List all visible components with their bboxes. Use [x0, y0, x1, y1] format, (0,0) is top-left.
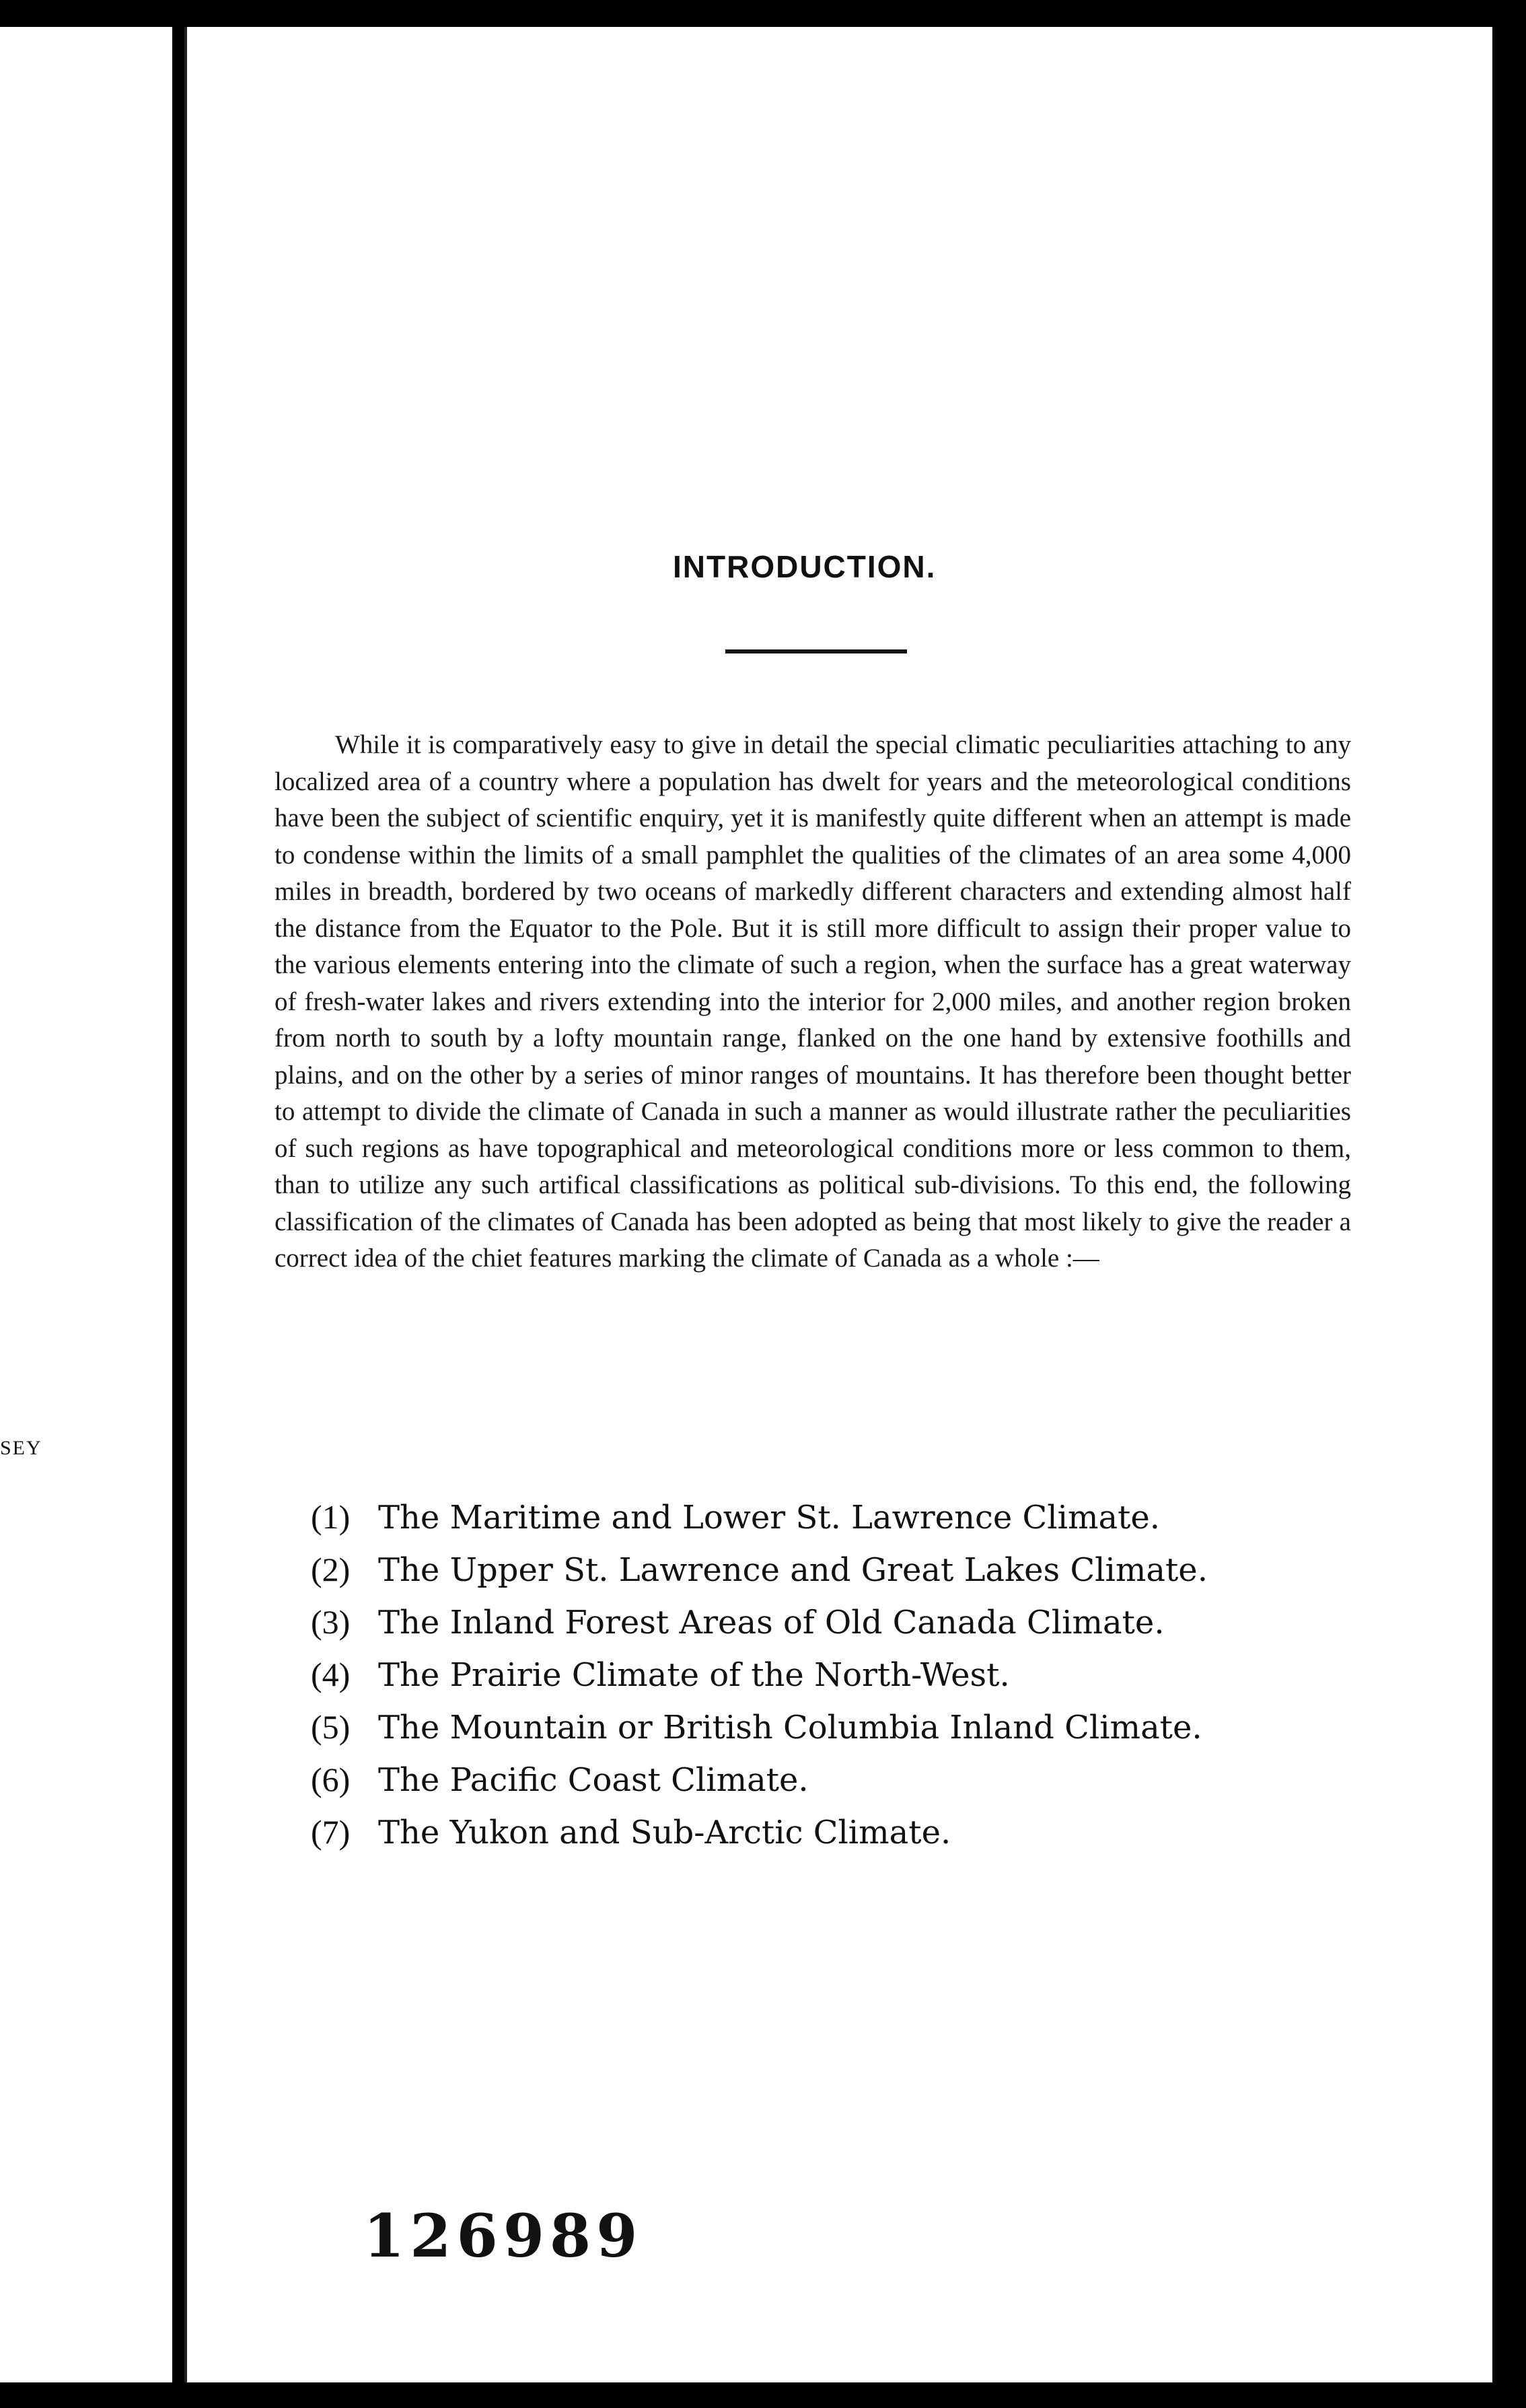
list-item: [311, 1707, 1208, 1760]
list-item-number: (6): [311, 1761, 351, 1798]
list-item-text: The Upper St. Lawrence and Great Lakes Climate.: [378, 1551, 1208, 1589]
list-item: [311, 1602, 1208, 1655]
list-item: [311, 1760, 1208, 1812]
catalog-number-stamp: 126989: [363, 2201, 643, 2271]
list-item-text: The Yukon and Sub-Arctic Climate.: [378, 1814, 951, 1851]
list-item-text: The Inland Forest Areas of Old Canada Climate.: [378, 1604, 1165, 1641]
list-item: [311, 1497, 1208, 1550]
list-item-number: (7): [311, 1813, 351, 1851]
list-item: [311, 1655, 1208, 1707]
facing-page-margin: [0, 27, 172, 2382]
document-page: [184, 27, 1495, 2382]
title-divider: [725, 649, 907, 653]
list-item-number: (5): [311, 1708, 351, 1746]
climate-classification-list: [311, 1497, 1208, 1865]
introduction-paragraph: [275, 727, 1351, 1277]
list-item-number: (3): [311, 1603, 351, 1641]
list-item-text: The Prairie Climate of the North-West.: [378, 1656, 1010, 1694]
list-item: [311, 1550, 1208, 1602]
list-item-number: (4): [311, 1656, 351, 1693]
margin-text-fragment: SEY: [0, 1437, 42, 1459]
introduction-paragraph-text: While it is comparatively easy to give in detail the special climatic peculiarities attaching to any localized area of a country where a population has dwelt for years and the meteorological conditions have been the subject of scientific enquiry, yet it is manifestly quite different when an attempt is made to condense within the limits of a small pamphlet the qualities of the climates of an area some 4,000 miles in breadth, bordered by two oceans of markedly different characters and extending almost half the distance from the Equator to the Pole. But it is still more difficult to assign their proper value to the various elements entering into the climate of such a region, when the surface has a great waterway of fresh-water lakes and rivers extending into the interior for 2,000 miles, and another region broken from north to south by a lofty mountain range, flanked on the one hand by extensive foothills and plains, and on the other by a series of minor ranges of mountains. It has therefore been thought better to attempt to divide the climate of Canada in such a manner as would illustrate rather the peculiarities of such regions as have topographical and meteorological conditions more or less common to them, than to utilize any such artifical classifications as political sub-divisions. To this end, the following classification of the climates of Canada has been adopted as being that most likely to give the reader a correct idea of the chiet features marking the climate of Canada as a whole :—: [275, 730, 1351, 1273]
page-title: INTRODUCTION.: [673, 549, 937, 584]
scan-border: [1492, 27, 1526, 2382]
list-item: [311, 1812, 1208, 1865]
list-item-text: The Maritime and Lower St. Lawrence Climate.: [378, 1499, 1161, 1536]
list-item-number: (2): [311, 1551, 351, 1588]
list-item-text: The Pacific Coast Climate.: [378, 1761, 809, 1799]
list-item-number: (1): [311, 1498, 351, 1536]
list-item-text: The Mountain or British Columbia Inland Climate.: [378, 1709, 1202, 1746]
